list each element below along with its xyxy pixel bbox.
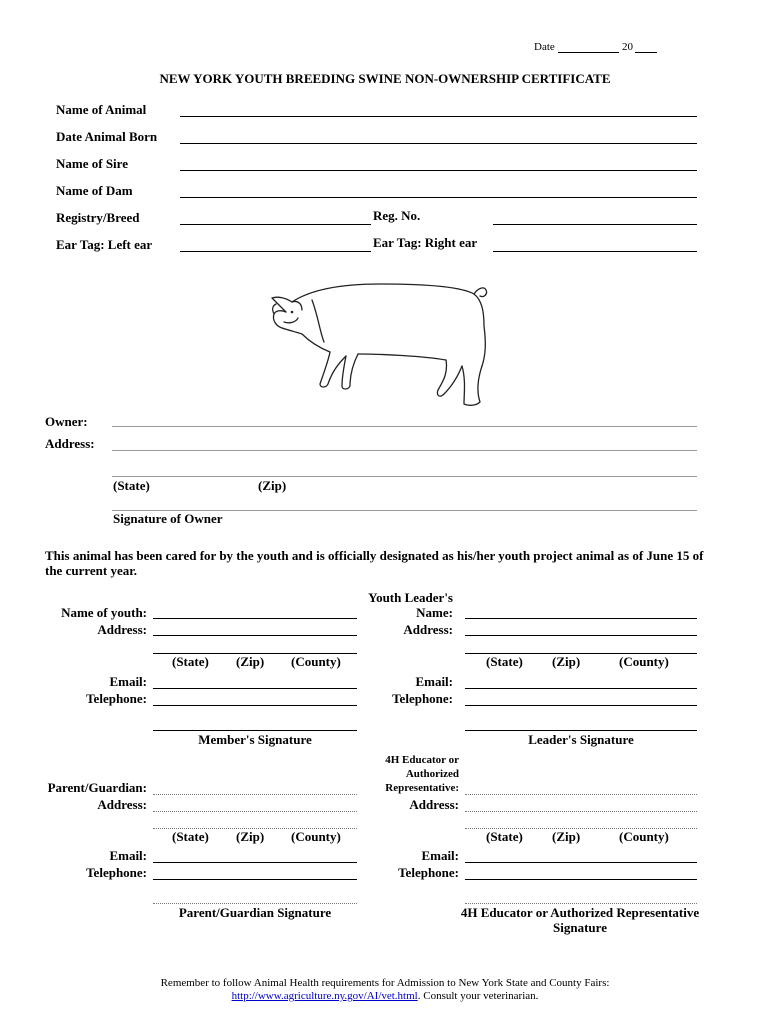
year-field[interactable] xyxy=(635,52,657,53)
dam-field[interactable] xyxy=(180,197,697,198)
parent-telephone-label: Telephone: xyxy=(86,865,147,880)
owner-label: Owner: xyxy=(45,414,88,429)
reg-no-field[interactable] xyxy=(493,224,697,225)
owner-address-label: Address: xyxy=(45,436,95,451)
date-field[interactable] xyxy=(558,52,619,53)
educator-signature-line1: 4H Educator or Authorized Representative xyxy=(460,905,700,920)
educator-zip-label: (Zip) xyxy=(552,829,581,844)
footer-note: Remember to follow Animal Health requirements for Admission to New York State and County Fairs: xyxy=(160,977,610,989)
youth-state-label: (State) xyxy=(172,654,209,669)
vet-requirements-link[interactable]: http://www.agriculture.ny.gov/AI/vet.html xyxy=(231,990,418,1002)
youth-address-label: Address: xyxy=(97,622,147,637)
educator-signature-line2: Signature xyxy=(553,920,607,935)
leader-email-field[interactable] xyxy=(465,688,697,689)
pig-icon xyxy=(262,276,494,410)
parent-signature-field[interactable] xyxy=(153,903,357,904)
parent-telephone-field[interactable] xyxy=(153,879,357,880)
educator-email-label: Email: xyxy=(421,848,459,863)
leader-telephone-label: Telephone: xyxy=(392,691,453,706)
educator-state-label: (State) xyxy=(486,829,523,844)
footer-link-line xyxy=(0,990,770,1002)
parent-email-field[interactable] xyxy=(153,862,357,863)
leader-label-line2: Name: xyxy=(416,605,453,620)
youth-email-label: Email: xyxy=(109,674,147,689)
member-signature-label: Member's Signature xyxy=(198,732,312,747)
leader-telephone-field[interactable] xyxy=(465,705,697,706)
animal-born-field[interactable] xyxy=(180,143,697,144)
youth-telephone-field[interactable] xyxy=(153,705,357,706)
left-ear-field[interactable] xyxy=(180,251,371,252)
right-ear-label: Ear Tag: Right ear xyxy=(373,235,478,250)
owner-state-label: (State) xyxy=(113,478,150,493)
statement-line1: This animal has been cared for by the youth and is officially designated as his/her youth project animal as of June 15 of xyxy=(45,548,704,563)
dam-label: Name of Dam xyxy=(56,183,133,198)
parent-county-label: (County) xyxy=(291,829,341,844)
youth-email-field[interactable] xyxy=(153,688,357,689)
parent-label: Parent/Guardian: xyxy=(47,780,147,795)
statement-line2: the current year. xyxy=(45,563,138,578)
youth-county-label: (County) xyxy=(291,654,341,669)
leader-state-label: (State) xyxy=(486,654,523,669)
educator-address-label: Address: xyxy=(409,797,459,812)
animal-name-label: Name of Animal xyxy=(56,102,147,117)
parent-state-label: (State) xyxy=(172,829,209,844)
educator-county-label: (County) xyxy=(619,829,669,844)
owner-address-line2[interactable] xyxy=(112,476,697,477)
owner-address-field[interactable] xyxy=(112,450,697,451)
parent-signature-label: Parent/Guardian Signature xyxy=(178,905,332,920)
educator-label-line2: Authorized xyxy=(405,768,459,780)
educator-name-field[interactable] xyxy=(465,794,697,795)
animal-name-field[interactable] xyxy=(180,116,697,117)
youth-zip-label: (Zip) xyxy=(236,654,265,669)
leader-address-field[interactable] xyxy=(465,635,697,636)
owner-signature-label: Signature of Owner xyxy=(113,511,223,526)
leader-email-label: Email: xyxy=(415,674,453,689)
breed-field[interactable] xyxy=(180,224,371,225)
leader-signature-label: Leader's Signature xyxy=(528,732,634,747)
educator-signature-field[interactable] xyxy=(465,903,697,904)
leader-zip-label: (Zip) xyxy=(552,654,581,669)
owner-zip-label: (Zip) xyxy=(258,478,287,493)
sire-label: Name of Sire xyxy=(56,156,128,171)
breed-label: Registry/Breed xyxy=(56,210,140,225)
educator-address-field[interactable] xyxy=(465,811,697,812)
year-prefix: 20 xyxy=(622,41,633,53)
member-signature-field[interactable] xyxy=(153,730,357,731)
educator-telephone-label: Telephone: xyxy=(398,865,459,880)
parent-zip-label: (Zip) xyxy=(236,829,265,844)
animal-born-label: Date Animal Born xyxy=(56,129,158,144)
leader-signature-field[interactable] xyxy=(465,730,697,731)
leader-name-field[interactable] xyxy=(465,618,697,619)
educator-label-line1: 4H Educator or xyxy=(385,754,459,766)
youth-telephone-label: Telephone: xyxy=(86,691,147,706)
reg-no-label: Reg. No. xyxy=(373,208,421,223)
youth-address-field[interactable] xyxy=(153,635,357,636)
date-label: Date xyxy=(534,41,555,53)
left-ear-label: Ear Tag: Left ear xyxy=(56,237,153,252)
parent-name-field[interactable] xyxy=(153,794,357,795)
educator-label-line3: Representative: xyxy=(385,782,459,794)
footer-suffix: . Consult your veterinarian. xyxy=(417,990,539,1002)
leader-label-line1: Youth Leader's xyxy=(368,590,453,605)
leader-county-label: (County) xyxy=(619,654,669,669)
sire-field[interactable] xyxy=(180,170,697,171)
parent-address-field[interactable] xyxy=(153,811,357,812)
parent-email-label: Email: xyxy=(109,848,147,863)
parent-address-label: Address: xyxy=(97,797,147,812)
educator-telephone-field[interactable] xyxy=(465,879,697,880)
educator-email-field[interactable] xyxy=(465,862,697,863)
right-ear-field[interactable] xyxy=(493,251,697,252)
page-title: NEW YORK YOUTH BREEDING SWINE NON-OWNERSHIP CERTIFICATE xyxy=(159,71,611,86)
owner-field[interactable] xyxy=(112,426,697,427)
leader-address-label: Address: xyxy=(403,622,453,637)
youth-name-field[interactable] xyxy=(153,618,357,619)
youth-name-label: Name of youth: xyxy=(61,605,147,620)
